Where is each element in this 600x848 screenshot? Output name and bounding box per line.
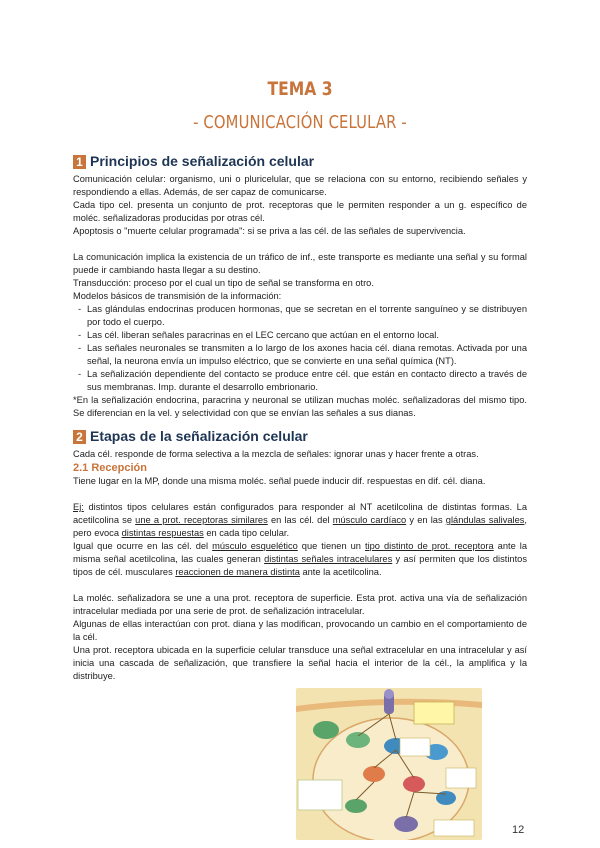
- note-paragraph: *En la señalización endocrina, paracrina y neuronal se utilizan muchas moléc. señalizadoras del mismo tipo. Se diferencian en la vel. y selectividad con que se envían las señales a sus dianas.: [73, 395, 527, 418]
- list-item: - La señalización dependiente del contacto se produce entre cél. que están en contacto directo a través de sus membranas. Imp. durante el desarrollo embrionario.: [87, 368, 527, 394]
- list-item: - Las glándulas endocrinas producen hormonas, que se secretan en el torrente sanguíneo y se distribuyen por todo el cuerpo.: [87, 303, 527, 329]
- section-1-title: Principios de señalización celular: [90, 153, 315, 169]
- example-paragraph: Ej: distintos tipos celulares están configurados para responder al NT acetilcolina de distintas formas. La acetilcolina se une a prot. receptoras similares en las cél. del músculo cardíaco y en las glándulas salivales, pero evoca distintas respuestas en cada tipo celular.: [73, 502, 528, 538]
- signaling-cascade-figure: [296, 688, 482, 840]
- paragraph: Comunicación celular: organismo, uni o pluricelular, que se relaciona con su entorno, recibiendo señales y respondiendo a ellas. Además, de ser capaz de comunicarse.: [73, 174, 527, 197]
- signaling-diagram: [296, 688, 482, 840]
- paragraph: Una prot. receptora ubicada en la superficie celular transduce una señal extracelular en una intracelular y así inicia una cascada de señalización, que transfiere la señal hacia el interior de la cél., la amplifica y la distribuye.: [73, 645, 527, 681]
- transmission-models-list: [73, 303, 527, 394]
- paragraph: La moléc. señalizadora se une a una prot. receptora de superficie. Esta prot. activa una vía de señalización intracelular mediada por una serie de prot. de señalización intracelular.: [73, 593, 527, 616]
- section-1-heading: [73, 153, 527, 170]
- paragraph: Algunas de ellas interactúan con prot. diana y las modifican, provocando un cambio en el comportamiento de la cél.: [73, 619, 527, 642]
- chapter-title: TEMA 3: [267, 78, 333, 100]
- paragraph: Modelos básicos de transmisión de la información:: [73, 291, 282, 301]
- paragraph: Apoptosis o "muerte celular programada": si se priva a las cél. de las señales de supervivencia.: [73, 226, 466, 236]
- section-2-title: Etapas de la señalización celular: [90, 428, 308, 444]
- paragraph: Cada cél. responde de forma selectiva a la mezcla de señales: ignorar unas y hacer frente a otras.: [73, 449, 479, 459]
- page-number: 12: [512, 824, 525, 836]
- section-1-number: 1: [73, 155, 86, 169]
- content-area: [73, 153, 527, 683]
- paragraph: Tiene lugar en la MP, donde una misma moléc. señal puede inducir dif. respuestas en dif. cél. diana.: [73, 476, 486, 486]
- list-item: - Las señales neuronales se transmiten a lo largo de los axones hacia cél. diana remotas. Activada por una señal, la neurona envía un impulso eléctrico, que se convierte en una señal química (NT).: [87, 342, 527, 368]
- chapter-subtitle: - COMUNICACIÓN CELULAR -: [193, 112, 407, 133]
- paragraph: Cada tipo cel. presenta un conjunto de prot. receptoras que le permiten responder a un g. específico de moléc. señalizadoras producidas por otras cél.: [73, 200, 527, 223]
- section-2-heading: [73, 428, 527, 445]
- paragraph: Igual que ocurre en las cél. del músculo esquelético que tienen un tipo distinto de prot. receptora ante la misma señal acetilcolina, las cuales generan distintas señales intracelulares y así permiten que los distintos tipos de cél. musculares reaccionen de manera distinta ante la acetilcolina.: [73, 541, 527, 577]
- section-2-number: 2: [73, 430, 86, 444]
- paragraph: La comunicación implica la existencia de un tráfico de inf., este transporte es mediante una señal y su formal puede ir cambiando hasta llegar a su destino.: [73, 252, 527, 275]
- subsection-2-1-title: 2.1 Recepción: [73, 462, 147, 474]
- list-item: - Las cél. liberan señales paracrinas en el LEC cercano que actúan en el entorno local.: [87, 329, 527, 342]
- paragraph: Transducción: proceso por el cual un tipo de señal se transforma en otro.: [73, 278, 374, 288]
